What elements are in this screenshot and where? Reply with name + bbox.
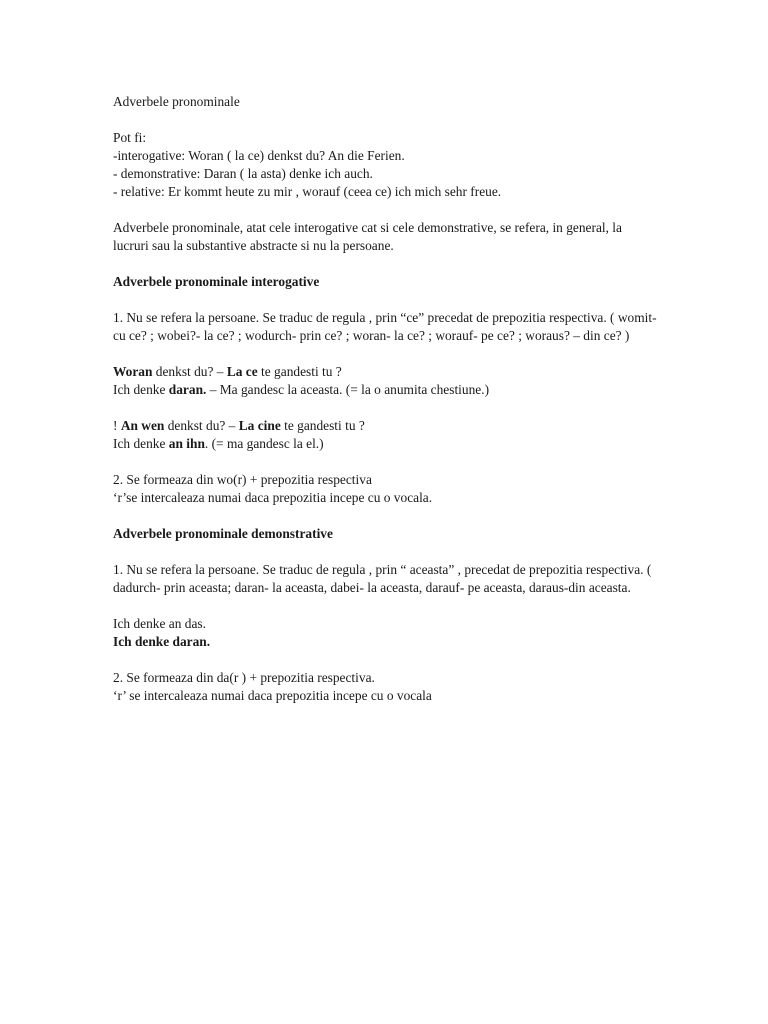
interrogative-heading: Adverbele pronominale interogative [113, 274, 320, 289]
person-example-question: ! An wen denkst du? – La cine te gandesti tu ? [113, 418, 365, 433]
intro-line-demonstrative: - demonstrative: Daran ( la asta) denke ich auch. [113, 166, 373, 181]
demonstrative-example-1: Ich denke an das. [113, 616, 206, 631]
general-paragraph: Adverbele pronominale, atat cele interogative cat si cele demonstrative, se refera, in general, la lucruri sau la substantive abstracte si nu la persoane. [113, 220, 622, 253]
person-example-answer: Ich denke an ihn. (= ma gandesc la el.) [113, 436, 324, 451]
intro-pot-fi: Pot fi: [113, 130, 147, 145]
demonstrative-point-2-note: ‘r’ se intercaleaza numai daca prepozitia incepe cu o vocala [113, 688, 432, 703]
document-body [113, 93, 658, 705]
demonstrative-point-2: 2. Se formeaza din da(r ) + prepozitia respectiva. [113, 670, 375, 685]
interrogative-example-question: Woran denkst du? – La ce te gandesti tu ? [113, 364, 342, 379]
intro-line-interogative: -interogative: Woran ( la ce) denkst du? An die Ferien. [113, 148, 405, 163]
demonstrative-point-1: 1. Nu se refera la persoane. Se traduc de regula , prin “ aceasta” , precedat de prepozitia respectiva. ( dadurch- prin aceasta; daran- la aceasta, dabei- la aceasta, darauf- pe aceasta, daraus-din aceasta. [113, 562, 652, 595]
interrogative-example-answer: Ich denke daran. – Ma gandesc la aceasta. (= la o anumita chestiune.) [113, 382, 490, 397]
interrogative-point-2-note: ‘r’se intercaleaza numai daca prepozitia incepe cu o vocala. [113, 490, 433, 505]
interrogative-point-2: 2. Se formeaza din wo(r) + prepozitia respectiva [113, 472, 372, 487]
document-title: Adverbele pronominale [113, 94, 240, 109]
demonstrative-example-2: Ich denke daran. [113, 634, 211, 649]
intro-line-relative: - relative: Er kommt heute zu mir , worauf (ceea ce) ich mich sehr freue. [113, 184, 502, 199]
demonstrative-heading: Adverbele pronominale demonstrative [113, 526, 333, 541]
interrogative-point-1: 1. Nu se refera la persoane. Se traduc de regula , prin “ce” precedat de prepozitia respectiva. ( womit- cu ce? ; wobei?- la ce? ; wodurch- prin ce? ; woran- la ce? ; worauf- pe ce? ; woraus? – din ce? ) [113, 310, 657, 343]
